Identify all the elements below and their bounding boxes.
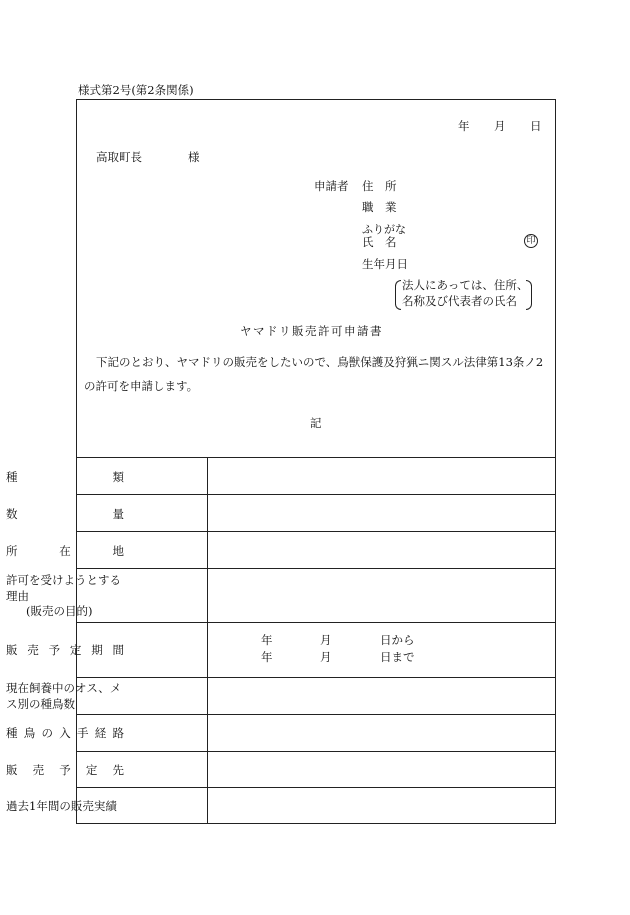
- row-label-location-text-char: 地: [112, 544, 124, 558]
- row-label-sales-period-text-char: 間: [112, 643, 124, 657]
- applicant-birthdate-label: 生年月日: [362, 257, 408, 271]
- addressee-name: 高取町長: [96, 150, 142, 164]
- row-label-past-sales-text: 過去1年間の販売実績: [6, 799, 117, 813]
- row-label-quantity: [6, 507, 124, 523]
- document-title: ヤマドリ販売許可申請書: [240, 324, 383, 338]
- row-label-reason-line3: (販売の目的): [26, 604, 93, 619]
- applicant-heading: 申請者: [314, 179, 349, 193]
- row-label-acquisition-route-text-char: 路: [112, 726, 124, 740]
- application-form: [76, 99, 556, 824]
- row-label-sales-destination-text-char: 販: [6, 763, 18, 777]
- row-label-location-text-char: 所: [6, 544, 18, 558]
- body-text-line1: 下記のとおり、ヤマドリの販売をしたいので、鳥獣保護及狩猟ニ関スル法律第13条ノ2: [96, 355, 544, 369]
- body-text-line2: の許可を申請します。: [84, 379, 199, 393]
- applicant-furigana-label: ふりがな: [362, 223, 406, 236]
- row-label-breeding-birds-line1: 現在飼養中のオス、メ: [6, 681, 122, 695]
- row-divider: [77, 751, 555, 752]
- applicant-address-label: 住 所: [362, 179, 397, 193]
- row-label-sales-destination-text-char: 定: [85, 763, 98, 777]
- applicant-name-label: 氏 名: [362, 235, 397, 249]
- row-label-quantity-text-char: 量: [112, 507, 124, 521]
- ki-heading: 記: [310, 416, 322, 430]
- row-label-location-text-char: 在: [59, 544, 71, 558]
- row-divider: [77, 568, 555, 569]
- seal-mark: 印: [524, 234, 538, 248]
- corporate-note-line2: 名称及び代表者の氏名: [402, 294, 517, 308]
- row-label-past-sales: [6, 799, 124, 815]
- row-divider: [77, 677, 555, 678]
- row-label-acquisition-route-text-char: 経: [94, 726, 107, 740]
- row-label-acquisition-route-text-char: の: [41, 726, 53, 740]
- row-label-species-text-char: 類: [112, 470, 124, 484]
- row-label-acquisition-route-text-char: 鳥: [23, 726, 36, 740]
- row-label-sales-period-text-char: 売: [27, 643, 39, 657]
- row-divider: [77, 714, 555, 715]
- row-label-sales-period-text-char: 販: [6, 643, 18, 657]
- applicant-occupation-label: 職 業: [362, 200, 397, 214]
- row-divider: [77, 531, 555, 532]
- corporate-note-line1: 法人にあっては、住所、: [402, 278, 529, 292]
- period-until-day: 日まで: [380, 650, 415, 664]
- period-from-year: 年: [261, 633, 273, 647]
- row-label-sales-period-text-char: 予: [48, 643, 61, 657]
- row-label-sales-period: [6, 643, 124, 659]
- addressee-honorific: 様: [188, 150, 200, 164]
- row-divider: [77, 494, 555, 495]
- row-label-acquisition-route-text-char: 種: [6, 726, 18, 740]
- column-divider: [207, 458, 208, 823]
- corporate-note-bracket-left: [395, 280, 401, 310]
- row-label-sales-destination-text-char: 売: [32, 763, 45, 777]
- row-label-reason-line1: 許可を受けようとする: [6, 573, 121, 587]
- date-month: 月: [494, 119, 506, 133]
- period-until-year: 年: [261, 650, 273, 664]
- row-label-sales-period-text-char: 定: [69, 643, 82, 657]
- row-label-reason: [6, 573, 124, 620]
- row-label-quantity-text-char: 数: [6, 507, 18, 521]
- row-label-sales-destination: [6, 763, 124, 779]
- row-label-acquisition-route-text-char: 手: [77, 726, 89, 740]
- row-label-sales-period-text-char: 期: [91, 643, 103, 657]
- row-label-reason-line2: 理由: [6, 588, 29, 603]
- row-label-sales-destination-text-char: 予: [59, 763, 71, 777]
- row-label-breeding-birds-line2: ス別の種鳥数: [6, 696, 75, 711]
- row-label-species: [6, 470, 124, 486]
- row-label-location: [6, 544, 124, 560]
- period-from-month: 月: [320, 633, 332, 647]
- period-from-day: 日から: [380, 633, 415, 647]
- row-label-sales-destination-text-char: 先: [112, 763, 124, 777]
- table-top-border: [77, 457, 555, 458]
- form-number-label: 様式第2号(第2条関係): [78, 83, 194, 97]
- row-label-acquisition-route: [6, 726, 124, 742]
- date-day: 日: [530, 119, 542, 133]
- row-label-breeding-birds: [6, 681, 124, 712]
- period-until-month: 月: [320, 650, 332, 664]
- row-divider: [77, 622, 555, 623]
- date-year: 年: [458, 119, 470, 133]
- row-label-species-text-char: 種: [6, 470, 18, 484]
- row-label-acquisition-route-text-char: 入: [59, 726, 71, 740]
- row-divider: [77, 787, 555, 788]
